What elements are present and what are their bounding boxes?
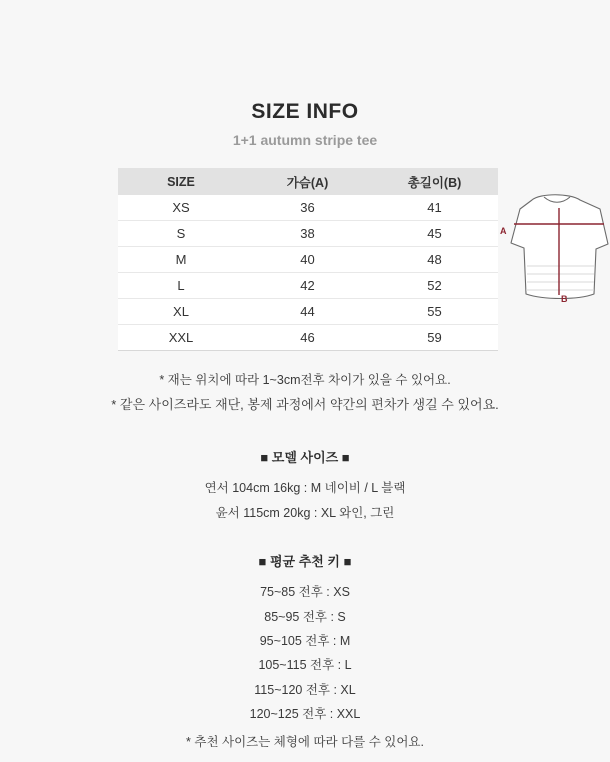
cell-chest: 46 [244, 325, 371, 351]
size-table [118, 168, 498, 351]
cell-chest: 40 [244, 247, 371, 273]
column-header-size: SIZE [118, 168, 244, 195]
model-size-line: 연서 104cm 16kg : M 네이비 / L 블랙 [204, 481, 406, 496]
cell-chest: 38 [244, 221, 371, 247]
cell-length: 55 [371, 299, 498, 325]
cell-length: 48 [371, 247, 498, 273]
cell-length: 59 [371, 325, 498, 351]
recommended-height-line: 95~105 전후 : M [259, 633, 351, 648]
cell-size: XL [118, 299, 244, 325]
cell-length: 45 [371, 221, 498, 247]
cell-chest: 42 [244, 273, 371, 299]
table-row [118, 273, 498, 299]
table-row [118, 325, 498, 351]
recommended-height-section [0, 551, 610, 750]
page-header [0, 0, 610, 148]
table-row [118, 299, 498, 325]
cell-chest: 44 [244, 299, 371, 325]
tee-diagram-icon [500, 182, 610, 307]
recommended-height-line: 115~120 전후 : XL [254, 682, 356, 697]
table-header-row [118, 168, 498, 195]
garment-illustration [500, 182, 610, 307]
measurement-label-b: B [561, 294, 568, 304]
recommended-height-line: 105~115 전후 : L [258, 658, 352, 673]
size-table-wrap [118, 168, 568, 351]
note-line: * 재는 위치에 따라 1~3cm전후 차이가 있을 수 있어요. [159, 373, 451, 387]
recommended-height-line: 75~85 전후 : XS [260, 585, 350, 600]
model-size-line: 윤서 115cm 20kg : XL 와인, 그린 [215, 505, 395, 520]
recommended-height-line: 120~125 전후 : XXL [249, 707, 361, 722]
page-subtitle: 1+1 autumn stripe tee [232, 132, 378, 148]
cell-length: 41 [371, 195, 498, 221]
cell-size: S [118, 221, 244, 247]
cell-size: M [118, 247, 244, 273]
cell-chest: 36 [244, 195, 371, 221]
cell-size: L [118, 273, 244, 299]
measurement-notes [0, 369, 610, 417]
note-line: * 같은 사이즈라도 재단, 봉제 과정에서 약간의 편차가 생길 수 있어요. [111, 396, 499, 412]
cell-size: XS [118, 195, 244, 221]
page-title: SIZE INFO [251, 100, 359, 123]
model-size-section [0, 447, 610, 525]
measurement-label-a: A [500, 226, 507, 236]
cell-length: 52 [371, 273, 498, 299]
table-row [118, 247, 498, 273]
column-header-chest: 가슴(A) [244, 168, 371, 195]
model-size-heading: ■ 모델 사이즈 ■ [260, 450, 350, 466]
column-header-length: 총길이(B) [371, 168, 498, 195]
table-row [118, 221, 498, 247]
cell-size: XXL [118, 325, 244, 351]
recommended-height-footnote: * 추천 사이즈는 체형에 따라 다를 수 있어요. [186, 735, 424, 750]
recommended-height-heading: ■ 평균 추천 키 ■ [258, 554, 352, 570]
table-row [118, 195, 498, 221]
recommended-height-line: 85~95 전후 : S [264, 609, 346, 624]
